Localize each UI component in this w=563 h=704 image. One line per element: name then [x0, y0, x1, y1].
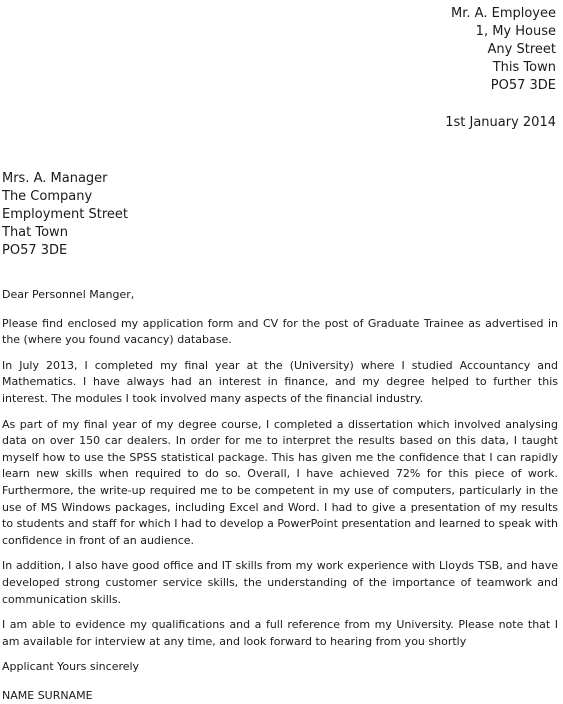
paragraph-dissertation: As part of my final year of my degree course, I completed a dissertation which involved analysing data on over 150 car dealers. In order for me to interpret the results based on this data, I taught myself how to use the SPSS statistical package. This has given me the confidence that I can rapidly learn new skills when required to do so. Overall, I have achieved 72% for this piece of work. Furthermore, the write-up required me to be competent in my use of computers, particularly in the use of MS Windows packages, including Excel and Word. I had to give a presentation of my results to students and staff for which I had to develop a PowerPoint presentation and learned to speak with confidence in front of an audience.	[2, 417, 558, 547]
paragraph-application: Please find enclosed my application form and CV for the post of Graduate Trainee as advertised in the (where you found vacancy) database.	[2, 316, 558, 347]
paragraph-education: In July 2013, I completed my final year at the (University) where I studied Accountancy and Mathematics. I have always had an interest in finance, and my degree helped to further this interest. The modules I took involved many aspects of the financial industry.	[2, 358, 558, 405]
recipient-street: Employment Street	[2, 207, 129, 222]
sender-postcode: PO57 3DE	[490, 78, 556, 93]
recipient-company: The Company	[2, 189, 93, 204]
salutation: Dear Personnel Manger,	[2, 288, 135, 301]
sender-town: This Town	[492, 60, 556, 75]
sender-address	[451, 5, 556, 95]
recipient-address	[2, 170, 128, 260]
paragraph-availability: I am able to evidence my qualifications and a full reference from my University. Please note that I am available for interview at any time, and look forward to hearing from you shortly	[2, 618, 558, 648]
sender-street: 1, My House	[475, 24, 556, 39]
sender-name: Mr. A. Employee	[451, 6, 556, 21]
letter-body	[2, 287, 558, 704]
letter-date: 1st January 2014	[445, 115, 556, 130]
recipient-name: Mrs. A. Manager	[2, 171, 108, 186]
closing: Applicant Yours sincerely	[2, 660, 140, 674]
recipient-postcode: PO57 3DE	[2, 243, 68, 258]
signature: NAME SURNAME	[2, 688, 93, 702]
recipient-town: That Town	[2, 225, 68, 240]
sender-area: Any Street	[487, 42, 556, 57]
paragraph-skills: In addition, I also have good office and IT skills from my work experience with Lloyds TSB, and have developed strong customer service skills, the understanding of the importance of teamwork and communication skills.	[2, 559, 558, 606]
